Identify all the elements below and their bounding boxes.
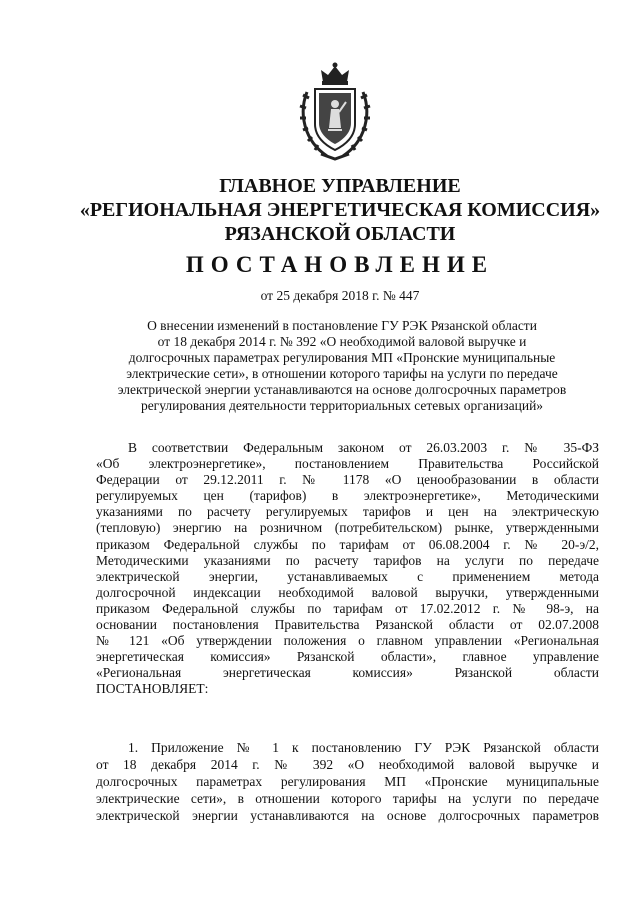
preamble-line: (тепловую) энергию на розничном (потребительском) рынке, утвержденными xyxy=(96,520,599,536)
preamble-line: Федерации от 29.12.2011 г. № 1178 «О ценообразовании в области xyxy=(96,472,599,488)
subject-line: электрической энергии устанавливаются на основе долгосрочных параметров xyxy=(117,382,567,397)
subject-line: регулирования деятельности территориальных сетевых организаций» xyxy=(140,398,544,413)
preamble-line: «Об электроэнергетике», постановлением Правительства Российской xyxy=(96,456,599,472)
preamble-line: Методическими указаниями по расчету тарифов на услуги по передаче xyxy=(96,552,599,568)
item-line: электрические сети», в отношении которого тарифы на услуги по передаче xyxy=(96,791,599,806)
preamble-line: приказом Федеральной службы по тарифам от 17.02.2012 г. № 98-э, на xyxy=(96,600,599,616)
preamble-line: основании постановления Правительства Рязанской области от 02.07.2008 xyxy=(96,617,599,633)
organization-name xyxy=(60,174,620,246)
subject-line: О внесении изменений в постановление ГУ РЭК Рязанской области xyxy=(147,318,537,333)
item-line: долгосрочных параметрах регулирования МП «Пронские муниципальные xyxy=(96,774,599,789)
org-line: «РЕГИОНАЛЬНАЯ ЭНЕРГЕТИЧЕСКАЯ КОМИССИЯ» xyxy=(79,199,601,221)
preamble-line: № 121 «Об утверждении положения о главном управлении «Региональная xyxy=(96,633,599,649)
subject-line: от 18 декабря 2014 г. № 392 «О необходимой валовой выручке и xyxy=(157,334,527,349)
document-date-number: от 25 декабря 2018 г. № 447 xyxy=(260,288,420,303)
item-line: электрической энергии устанавливаются на основе долгосрочных параметров xyxy=(96,808,599,823)
document-subject xyxy=(92,318,592,414)
item-line: 1. Приложение № 1 к постановлению ГУ РЭК Рязанской области xyxy=(128,740,599,755)
org-line: РЯЗАНСКОЙ ОБЛАСТИ xyxy=(224,223,456,245)
preamble-line: регулируемых цен (тарифов) в электроэнергетике», Методическими xyxy=(96,488,599,504)
coat-of-arms-emblem xyxy=(297,62,373,162)
document-type-title: ПОСТАНОВЛЕНИЕ xyxy=(185,252,495,277)
item-line: от 18 декабря 2014 г. № 392 «О необходимой валовой выручке и xyxy=(96,757,599,772)
preamble-line: «Региональная энергетическая комиссия» Рязанской области xyxy=(96,665,599,681)
preamble-paragraph xyxy=(96,440,599,698)
preamble-line: указаниями по расчету регулируемых тарифов и цен на электрическую xyxy=(96,504,599,520)
preamble-line: энергетическая комиссия» Рязанской области», главное управление xyxy=(96,649,599,665)
resolves-heading: ПОСТАНОВЛЯЕТ: xyxy=(96,681,209,697)
preamble-line: приказом Федеральной службы по тарифам от 06.08.2004 г. № 20-э/2, xyxy=(96,536,599,552)
org-line: ГЛАВНОЕ УПРАВЛЕНИЕ xyxy=(219,175,461,197)
preamble-line: долгосрочной индексации необходимой валовой выручки, утвержденными xyxy=(96,584,599,600)
preamble-line: электрической энергии, устанавливаемых с применением метода xyxy=(96,568,599,584)
preamble-line: В соответствии Федеральным законом от 26.03.2003 г. № 35-ФЗ xyxy=(128,440,599,455)
item-1-paragraph xyxy=(96,739,599,824)
subject-line: электрические сети», в отношении которого тарифы на услуги по передаче xyxy=(126,366,558,381)
subject-line: долгосрочных параметрах регулирования МП «Пронские муниципальные xyxy=(128,350,556,365)
